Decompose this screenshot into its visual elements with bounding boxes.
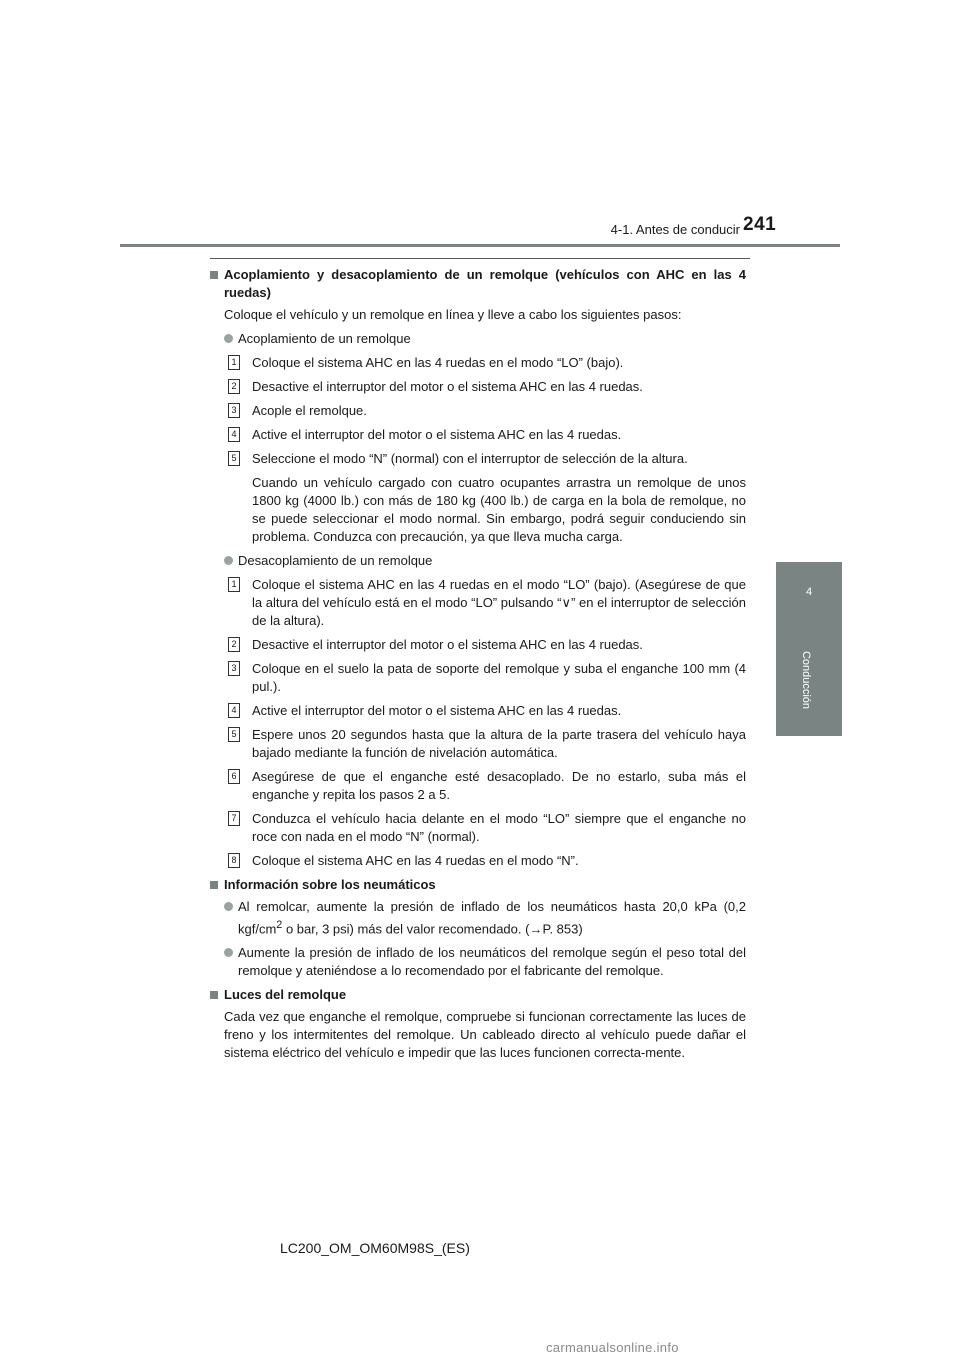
circle-bullet-icon: [224, 948, 233, 957]
content-rule: [210, 258, 750, 259]
heading-tires: Información sobre los neumáticos: [210, 876, 746, 894]
uncoupling-step: 4 Active el interruptor del motor o el sistema AHC en las 4 ruedas.: [228, 702, 746, 720]
step-number-icon: 3: [228, 403, 240, 418]
coupling-step: 5 Seleccione el modo “N” (normal) con el interruptor de selección de la altura.: [228, 450, 746, 468]
square-bullet-icon: [210, 271, 218, 279]
uncoupling-step: 2 Desactive el interruptor del motor o el sistema AHC en las 4 ruedas.: [228, 636, 746, 654]
step-number-icon: 8: [228, 853, 240, 868]
page-content: [210, 266, 746, 1068]
step-number-icon: 7: [228, 811, 240, 826]
section-title: 4-1. Antes de conducir: [610, 222, 740, 237]
chapter-tab-number: 4: [776, 562, 842, 622]
step-number-icon: 2: [228, 637, 240, 652]
circle-bullet-icon: [224, 902, 233, 911]
step-number-icon: 1: [228, 577, 240, 592]
step-number-icon: 6: [228, 769, 240, 784]
page-number: 241: [743, 214, 777, 235]
square-bullet-icon: [210, 881, 218, 889]
coupling-note: Cuando un vehículo cargado con cuatro ocupantes arrastra un remolque de unos 1800 kg (4000 lb.) con más de 180 kg (400 lb.) de carga en la bola de remolque, no se puede seleccionar el modo normal. Sin embargo, podrá seguir conduciendo sin problema. Conduzca con precaución, ya que lleva mucha carga.: [252, 475, 746, 544]
uncoupling-step: 7 Conduzca el vehículo hacia delante en el modo “LO” siempre que el enganche no roce con nada en el modo “N” (normal).: [228, 810, 746, 846]
header-rule: [120, 244, 840, 247]
step-number-icon: 2: [228, 379, 240, 394]
coupling-step: 4 Active el interruptor del motor o el sistema AHC en las 4 ruedas.: [228, 426, 746, 444]
tire-bullet: Aumente la presión de inflado de los neumáticos del remolque según el peso total del remolque y ateniéndose a lo recomendado por el fabricante del remolque.: [224, 944, 746, 980]
uncoupling-step: 1 Coloque el sistema AHC en las 4 ruedas en el modo “LO” (bajo). (Asegúrese de que la altura del vehículo está en el modo “LO” pulsando “∨” en el interruptor de selección de la altura).: [228, 576, 746, 630]
coupling-title: Acoplamiento de un remolque: [224, 330, 746, 348]
step-number-icon: 5: [228, 727, 240, 742]
uncoupling-step: 3 Coloque en el suelo la pata de soporte del remolque y suba el enganche 100 mm (4 pul.).: [228, 660, 746, 696]
heading-coupling: Acoplamiento y desacoplamiento de un remolque (vehículos con AHC en las 4 ruedas): [210, 266, 746, 302]
uncoupling-step: 6 Asegúrese de que el enganche esté desacoplado. De no estarlo, suba más el enganche y repita los pasos 2 a 5.: [228, 768, 746, 804]
coupling-step: 3 Acople el remolque.: [228, 402, 746, 420]
lights-text: Cada vez que enganche el remolque, compruebe si funcionan correctamente las luces de freno y los intermitentes del remolque. Un cableado directo al vehículo puede dañar el sistema eléctrico del vehículo e impedir que las luces funcionen correcta-mente.: [224, 1009, 746, 1061]
uncoupling-step: 8 Coloque el sistema AHC en las 4 ruedas en el modo “N”.: [228, 852, 746, 870]
step-number-icon: 3: [228, 661, 240, 676]
circle-bullet-icon: [224, 334, 233, 343]
uncoupling-title: Desacoplamiento de un remolque: [224, 552, 746, 570]
tire-bullet: Al remolcar, aumente la presión de inflado de los neumáticos hasta 20,0 kPa (0,2 kgf/$cm^2$ o bar, 3 psi) más del valor recomendado. (→P. 853): [224, 898, 746, 938]
coupling-step: 2 Desactive el interruptor del motor o el sistema AHC en las 4 ruedas.: [228, 378, 746, 396]
coupling-step: 1 Coloque el sistema AHC en las 4 ruedas en el modo “LO” (bajo).: [228, 354, 746, 372]
step-number-icon: 4: [228, 427, 240, 442]
watermark: carmanualsonline.info: [546, 1340, 679, 1355]
circle-bullet-icon: [224, 556, 233, 565]
step-number-icon: 5: [228, 451, 240, 466]
heading-lights: Luces del remolque: [210, 986, 746, 1004]
manual-code: LC200_OM_OM60M98S_(ES): [280, 1240, 470, 1256]
uncoupling-step: 5 Espere unos 20 segundos hasta que la altura de la parte trasera del vehículo haya bajado mediante la función de nivelación automática.: [228, 726, 746, 762]
step-number-icon: 1: [228, 355, 240, 370]
step-number-icon: 4: [228, 703, 240, 718]
intro-text: Coloque el vehículo y un remolque en línea y lleve a cabo los siguientes pasos:: [224, 307, 682, 322]
chapter-tab-label: Conducción: [800, 650, 812, 710]
square-bullet-icon: [210, 991, 218, 999]
